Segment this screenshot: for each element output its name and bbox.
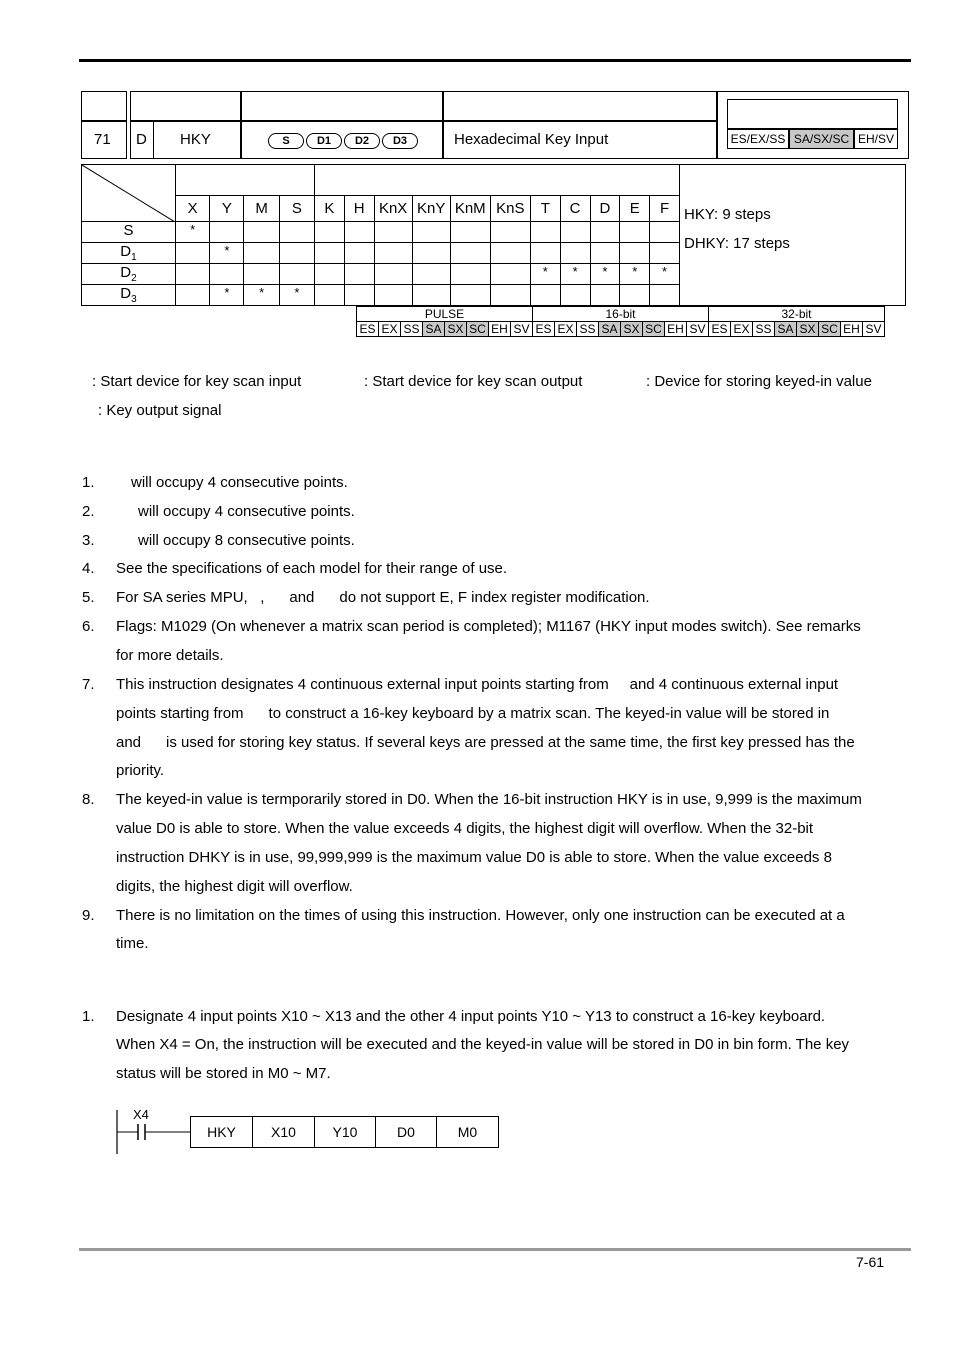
diagonal-line [82, 165, 175, 222]
pulse-model-sx: SX [445, 322, 467, 337]
col-knx: KnX [374, 196, 412, 222]
pulse-model-ex: EX [555, 322, 577, 337]
operand-desc-d3: : Key output signal [98, 402, 222, 419]
exp-2-text: will occupy 4 consecutive points. [138, 503, 355, 520]
col-c: C [560, 196, 590, 222]
operand-mark-kns [490, 222, 530, 243]
operand-pills [268, 131, 420, 149]
program-steps [680, 196, 906, 306]
operand-pill-s: S [268, 133, 304, 149]
col-h: H [344, 196, 374, 222]
exp-7-line-3: and is used for storing key status. If several keys are pressed at the same time, the first key pressed has the [116, 734, 855, 751]
pulse-model-sc: SC [467, 322, 489, 337]
operand-pill-d2: D2 [344, 133, 380, 149]
operand-pill-d1: D1 [306, 133, 342, 149]
operand-mark-kny [412, 222, 450, 243]
operand-mark-d [590, 222, 620, 243]
pulse-models-row [357, 322, 885, 337]
example-1-num: 1. [82, 1008, 95, 1025]
operand-mark-knx [374, 264, 412, 285]
exp-6-line-1: Flags: M1029 (On whenever a matrix scan period is completed); M1167 (HKY input modes switch). See remarks [116, 618, 861, 635]
operand-mark-c [560, 243, 590, 264]
operand-mark-kny [412, 264, 450, 285]
operand-mark-y: * [210, 243, 244, 264]
col-f: F [650, 196, 680, 222]
operand-label: S [123, 222, 134, 239]
col-k: K [315, 196, 345, 222]
pulse-model-eh: EH [489, 322, 511, 337]
operand-mark-t: * [530, 264, 560, 285]
exp-6-line-2: for more details. [116, 647, 224, 664]
pulse-table [356, 306, 885, 337]
api-number: 71 [94, 131, 111, 148]
operand-mark-knx [374, 243, 412, 264]
contact-symbol [110, 1104, 200, 1156]
pulse-model-es: ES [709, 322, 731, 337]
operand-mark-y [210, 264, 244, 285]
operand-mark-e [620, 285, 650, 306]
operand-mark-s [279, 222, 314, 243]
col-t: T [530, 196, 560, 222]
col-s: S [279, 196, 314, 222]
operand-desc-d1: : Start device for key scan output [364, 373, 583, 390]
pulse-model-es: ES [357, 322, 379, 337]
pulse-header: PULSE [357, 307, 533, 322]
exp-7-line-1: This instruction designates 4 continuous external input points starting from and 4 continuous external input [116, 676, 839, 693]
col-y: Y [210, 196, 244, 222]
controllers-title-box [727, 99, 898, 129]
operand-mark-d: * [590, 264, 620, 285]
ladder-cell-d2: D0 [375, 1116, 437, 1148]
operand-mark-m [244, 264, 279, 285]
exp-5-num: 5. [82, 589, 95, 606]
operand-mark-e [620, 222, 650, 243]
operand-mark-y: * [210, 285, 244, 306]
operand-mark-knm [450, 243, 490, 264]
pulse-model-sx: SX [621, 322, 643, 337]
operand-subscript: 1 [131, 252, 137, 263]
pulse-model-ex: EX [379, 322, 401, 337]
operand-mark-d [590, 243, 620, 264]
model-es-ex-ss: ES/EX/SS [727, 129, 789, 149]
operand-mark-f: * [650, 264, 680, 285]
function-cell-top [442, 91, 718, 121]
operand-mark-knx [374, 222, 412, 243]
operands-cell-top [240, 91, 444, 121]
exp-1-text: will occupy 4 consecutive points. [131, 474, 348, 491]
operand-mark-c: * [560, 264, 590, 285]
col-x: X [176, 196, 210, 222]
operand-desc-d2: : Device for storing keyed-in value [646, 373, 872, 390]
pulse-model-sa: SA [775, 322, 797, 337]
operand-row-label [82, 285, 176, 306]
exp-8-line-4: digits, the highest digit will overflow. [116, 878, 353, 895]
pulse-model-eh: EH [665, 322, 687, 337]
pulse-model-ss: SS [401, 322, 423, 337]
operand-mark-k [315, 264, 345, 285]
ladder-cell-s: X10 [252, 1116, 315, 1148]
operand-mark-x [176, 285, 210, 306]
word-devices-header [315, 165, 680, 196]
model-eh-sv: EH/SV [854, 129, 898, 149]
operand-mark-kns [490, 285, 530, 306]
program-steps-header [680, 165, 906, 196]
exp-8-num: 8. [82, 791, 95, 808]
operand-mark-s: * [279, 285, 314, 306]
operand-mark-y [210, 222, 244, 243]
example-line-2: When X4 = On, the instruction will be executed and the keyed-in value will be stored in D0 in bin form. The key [116, 1036, 850, 1053]
operand-mark-k [315, 285, 345, 306]
model-sa-sx-sc: SA/SX/SC [789, 129, 854, 149]
exp-8-line-1: The keyed-in value is termporarily stored in D0. When the 16-bit instruction HKY is in use, 9,999 is the maximum [116, 791, 862, 808]
example-line-3: status will be stored in M0 ~ M7. [116, 1065, 331, 1082]
ladder-cell-instruction: HKY [190, 1116, 253, 1148]
exp-7-num: 7. [82, 676, 95, 693]
steps-16bit: HKY: 9 steps [684, 205, 771, 223]
exp-8-line-3: instruction DHKY is in use, 99,999,999 is the maximum value D0 is able to store. When the value exceeds 8 [116, 849, 832, 866]
exp-4-text: See the specifications of each model for their range of use. [116, 560, 508, 577]
pulse-model-ss: SS [753, 322, 775, 337]
operand-mark-m: * [244, 285, 279, 306]
steps-32bit: DHKY: 17 steps [684, 234, 790, 252]
operand-mark-t [530, 222, 560, 243]
col-m: M [244, 196, 279, 222]
operand-mark-m [244, 222, 279, 243]
pulse-model-sx: SX [797, 322, 819, 337]
exp-3-num: 3. [82, 532, 95, 549]
operand-table [81, 164, 906, 306]
operand-row-label [82, 243, 176, 264]
operand-mark-h [344, 285, 374, 306]
ladder-cell-d1: Y10 [314, 1116, 376, 1148]
operand-row-label [82, 222, 176, 243]
operand-desc-s: : Start device for key scan input [92, 373, 302, 390]
operand-mark-kns [490, 264, 530, 285]
exp-1-num: 1. [82, 474, 95, 491]
operand-mark-h [344, 264, 374, 285]
contact-label: X4 [133, 1107, 149, 1122]
exp-7-line-4: priority. [116, 762, 165, 779]
top-rule [79, 59, 911, 62]
operand-mark-t [530, 243, 560, 264]
operand-row-label [82, 264, 176, 285]
operand-mark-knm [450, 222, 490, 243]
operand-mark-f [650, 285, 680, 306]
pulse-model-sa: SA [423, 322, 445, 337]
exp-3-text: will occupy 8 consecutive points. [138, 532, 355, 549]
mnemonic: HKY [180, 131, 211, 148]
operand-mark-kny [412, 285, 450, 306]
operand-label: D [120, 285, 132, 302]
pulse-model-sa: SA [599, 322, 621, 337]
operand-subscript: 2 [131, 273, 137, 284]
example-line-1: Designate 4 input points X10 ~ X13 and the other 4 input points Y10 ~ Y13 to construct a 16-key keyboard. [116, 1008, 826, 1025]
col-kns: KnS [490, 196, 530, 222]
operand-mark-kny [412, 243, 450, 264]
bit-devices-header [176, 165, 315, 196]
operand-mark-kns [490, 243, 530, 264]
operand-mark-s [279, 243, 314, 264]
operand-mark-m [244, 243, 279, 264]
exp-8-line-2: value D0 is able to store. When the value exceeds 4 digits, the highest digit will overflow. When the 32-bit [116, 820, 814, 837]
bottom-rule [79, 1248, 911, 1251]
ladder-cell-d3: M0 [436, 1116, 499, 1148]
operand-mark-f [650, 222, 680, 243]
pulse-model-sc: SC [819, 322, 841, 337]
operand-mark-x [176, 264, 210, 285]
operand-label: D [120, 243, 132, 260]
operand-mark-x [176, 243, 210, 264]
pulse-model-sv: SV [863, 322, 885, 337]
pulse-model-es: ES [533, 322, 555, 337]
operand-mark-e [620, 243, 650, 264]
col-kny: KnY [412, 196, 450, 222]
operand-label: D [120, 264, 132, 281]
pulse-model-eh: EH [841, 322, 863, 337]
pulse-model-ss: SS [577, 322, 599, 337]
operand-mark-c [560, 222, 590, 243]
api-cell-top [81, 91, 127, 121]
exp-9-line-2: time. [116, 935, 149, 952]
operand-subscript: 3 [131, 294, 137, 305]
mnemonic-cell-top [130, 91, 242, 121]
page-number: 7-61 [856, 1254, 885, 1270]
pulse-model-sc: SC [643, 322, 665, 337]
operand-mark-k [315, 222, 345, 243]
operand-mark-s [279, 264, 314, 285]
diagonal-header [82, 165, 176, 222]
exp-2-num: 2. [82, 503, 95, 520]
operand-mark-e: * [620, 264, 650, 285]
operand-mark-d [590, 285, 620, 306]
pulse-model-sv: SV [687, 322, 709, 337]
operand-mark-h [344, 222, 374, 243]
operand-mark-x: * [176, 222, 210, 243]
exp-4-num: 4. [82, 560, 95, 577]
operand-mark-t [530, 285, 560, 306]
operand-mark-f [650, 243, 680, 264]
operand-mark-knx [374, 285, 412, 306]
16bit-header: 16-bit [533, 307, 709, 322]
operand-mark-c [560, 285, 590, 306]
d-prefix: D [136, 131, 147, 148]
exp-5-text: For SA series MPU, , and do not support E, F index register modification. [116, 589, 650, 606]
exp-9-line-1: There is no limitation on the times of using this instruction. However, only one instruction can be executed at a [116, 907, 845, 924]
operand-mark-h [344, 243, 374, 264]
pulse-model-ex: EX [731, 322, 753, 337]
operand-mark-knm [450, 285, 490, 306]
function-name: Hexadecimal Key Input [454, 131, 609, 148]
32bit-header: 32-bit [709, 307, 885, 322]
operand-mark-knm [450, 264, 490, 285]
col-d: D [590, 196, 620, 222]
col-e: E [620, 196, 650, 222]
operand-mark-k [315, 243, 345, 264]
operand-pill-d3: D3 [382, 133, 418, 149]
pulse-model-sv: SV [511, 322, 533, 337]
exp-7-line-2: points starting from to construct a 16-key keyboard by a matrix scan. The keyed-in value will be stored in [116, 705, 830, 722]
exp-9-num: 9. [82, 907, 95, 924]
exp-6-num: 6. [82, 618, 95, 635]
col-knm: KnM [450, 196, 490, 222]
